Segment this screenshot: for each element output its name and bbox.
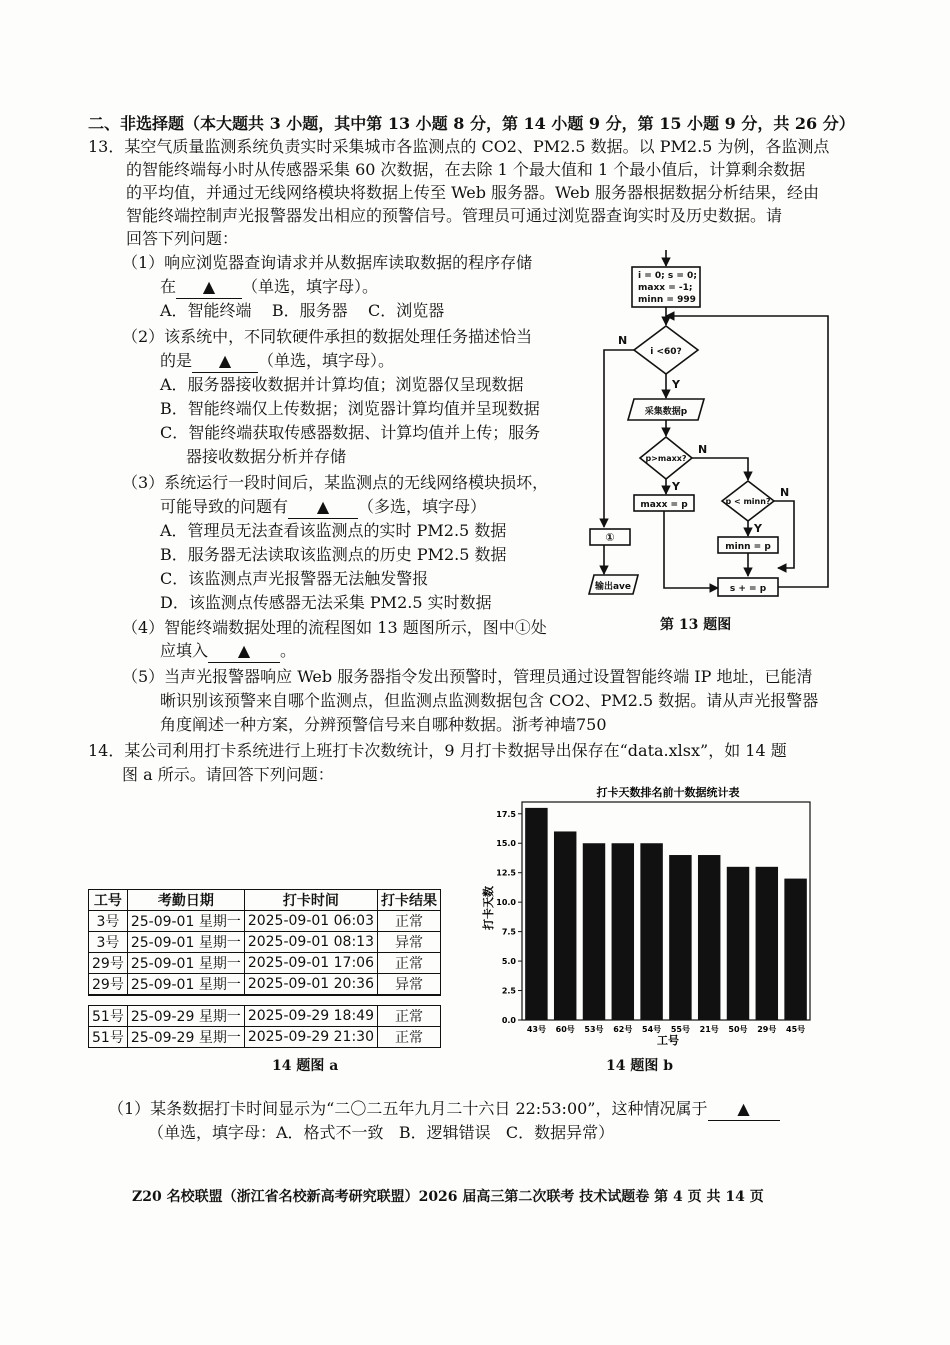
table-cell: 2025-09-29 18:49 bbox=[244, 1005, 377, 1026]
q13-p1-options: A．智能终端 B．服务器 C．浏览器 bbox=[160, 301, 445, 320]
table-cell: 29号 bbox=[89, 953, 128, 974]
flow-arrow bbox=[604, 350, 634, 527]
chart-x-tick-label: 50号 bbox=[728, 1025, 748, 1034]
chart-caption: 14 题图 b bbox=[606, 1058, 674, 1074]
chart-bar bbox=[640, 843, 662, 1020]
table-header-cell: 打卡结果 bbox=[378, 890, 441, 911]
chart-y-tick-label: 7.5 bbox=[501, 927, 516, 937]
table-break bbox=[89, 995, 441, 1005]
table-cell: 正常 bbox=[378, 1005, 441, 1026]
table-row bbox=[89, 1026, 441, 1047]
q13-p5-line: 角度阐述一种方案，分辨预警信号来自哪种数据。浙考神墙750 bbox=[160, 715, 607, 734]
flow-cond2-text: p>maxx? bbox=[645, 454, 687, 463]
flowchart-caption: 第 13 题图 bbox=[660, 617, 732, 633]
q13-flowchart bbox=[586, 248, 836, 618]
q13-p2-prefix: 的是 bbox=[160, 351, 193, 370]
table-cell: 2025-09-01 06:03 bbox=[244, 911, 377, 932]
chart-y-tick-label: 12.5 bbox=[496, 868, 516, 878]
q13-p3-answer-line bbox=[160, 496, 486, 519]
chart-x-tick-label: 60号 bbox=[555, 1025, 575, 1034]
q14-stem-line: 14．某公司利用打卡系统进行上班打卡次数统计，9 月打卡数据导出保存在“data.xlsx”，如 14 题 bbox=[88, 741, 787, 760]
q13-p2-option-cont: 器接收数据分析并存储 bbox=[186, 447, 347, 466]
table-header-row bbox=[89, 890, 441, 911]
q14-p1-text: （1）某条数据打卡时间显示为“二〇二五年九月二十六日 22:53:00”，这种情况属于 bbox=[108, 1099, 708, 1118]
table-caption: 14 题图 a bbox=[272, 1058, 339, 1074]
table-cell: 异常 bbox=[378, 974, 441, 996]
chart-bar bbox=[784, 879, 806, 1020]
q13-p4-line: （4）智能终端数据处理的流程图如 13 题图所示，图中①处 bbox=[122, 618, 547, 637]
q13-p3-line: （3）系统运行一段时间后，某监测点的无线网络模块损坏， bbox=[122, 473, 549, 492]
table-cell: 正常 bbox=[378, 953, 441, 974]
flow-maxx-text: maxx = p bbox=[640, 500, 688, 510]
table-cell: 3号 bbox=[89, 911, 128, 932]
table-cell: 25-09-01 星期一 bbox=[127, 953, 244, 974]
table-cell: 51号 bbox=[89, 1005, 128, 1026]
answer-blank[interactable]: ▲ bbox=[176, 276, 242, 299]
table-cell: 正常 bbox=[378, 1026, 441, 1047]
q13-stem-line: 智能终端控制声光报警器发出相应的预警信号。管理员可通过浏览器查询实时及历史数据。请 bbox=[126, 206, 783, 225]
q13-stem-line: 的平均值，并通过无线网络模块将数据上传至 Web 服务器。Web 服务器根据数据分析结果，经由 bbox=[126, 183, 819, 202]
q13-p1-line: （1）响应浏览器查询请求并从数据库读取数据的程序存储 bbox=[122, 253, 533, 272]
chart-y-tick-label: 0.0 bbox=[501, 1016, 516, 1025]
q14-stem-line: 图 a 所示。请回答下列问题： bbox=[122, 765, 334, 784]
chart-bar bbox=[727, 867, 749, 1020]
table-cell: 2025-09-01 20:36 bbox=[244, 974, 377, 996]
q13-p1-prefix: 在 bbox=[160, 277, 177, 296]
table-cell: 2025-09-29 21:30 bbox=[244, 1026, 377, 1047]
q13-p1-answer-line bbox=[160, 276, 378, 299]
flow-blank-text: ① bbox=[605, 531, 615, 544]
q13-p2-line: （2）该系统中，不同软硬件承担的数据处理任务描述恰当 bbox=[122, 327, 533, 346]
flow-arrow bbox=[692, 458, 748, 480]
flow-accum-text: s + = p bbox=[729, 584, 767, 594]
q14-p1-options: （单选，填字母：A．格式不一致 B．逻辑错误 C．数据异常） bbox=[148, 1123, 615, 1142]
table-cell: 2025-09-01 17:06 bbox=[244, 953, 377, 974]
flow-yes-label: Y bbox=[754, 522, 762, 535]
flow-no-label: N bbox=[618, 334, 628, 347]
q13-p2-answer-line bbox=[160, 350, 394, 373]
q13-p3-option: D．该监测点传感器无法采集 PM2.5 实时数据 bbox=[160, 593, 492, 612]
q13-p3-option: A．管理员无法查看该监测点的实时 PM2.5 数据 bbox=[160, 521, 507, 540]
flow-no-label: N bbox=[698, 443, 708, 456]
q13-p3-option: B．服务器无法读取该监测点的历史 PM2.5 数据 bbox=[160, 545, 507, 564]
q14-p1-answer-line bbox=[108, 1098, 780, 1121]
table-header-cell: 考勤日期 bbox=[127, 890, 244, 911]
answer-blank[interactable]: ▲ bbox=[288, 496, 358, 519]
q13-p2-option: A．服务器接收数据并计算均值；浏览器仅呈现数据 bbox=[160, 375, 524, 394]
chart-y-tick-label: 17.5 bbox=[496, 809, 516, 819]
table-row bbox=[89, 974, 441, 996]
chart-bar bbox=[669, 855, 691, 1020]
q13-stem-line: 回答下列问题： bbox=[126, 229, 239, 248]
chart-x-tick-label: 53号 bbox=[584, 1025, 604, 1034]
flow-output-text: 输出ave bbox=[594, 582, 632, 592]
q13-stem-line: 的智能终端每小时从传感器采集 60 次数据，在去除 1 个最大值和 1 个最小值后，计算剩余数据 bbox=[126, 160, 806, 179]
attendance-table bbox=[88, 889, 441, 1048]
q13-p2-option: B．智能终端仅上传数据；浏览器计算均值并呈现数据 bbox=[160, 399, 540, 418]
page-footer: Z20 名校联盟（浙江省名校新高考研究联盟）2026 届高三第二次联考 技术试题卷 第 4 页 共 14 页 bbox=[132, 1189, 764, 1205]
q13-p2-option: C．智能终端获取传感器数据、计算均值并上传；服务 bbox=[160, 423, 541, 442]
table-cell: 25-09-29 星期一 bbox=[127, 1026, 244, 1047]
table-break-row bbox=[89, 995, 441, 1005]
table-cell: 25-09-29 星期一 bbox=[127, 1005, 244, 1026]
flow-arrow bbox=[774, 501, 794, 568]
q13-p3-suffix: （多选，填字母） bbox=[358, 497, 487, 516]
chart-bar bbox=[698, 855, 720, 1020]
q13-p4-answer-line bbox=[160, 640, 296, 663]
flow-arrow bbox=[664, 511, 718, 588]
chart-x-tick-label: 62号 bbox=[613, 1025, 633, 1034]
table-cell: 29号 bbox=[89, 974, 128, 996]
q13-p1-suffix: （单选，填字母）。 bbox=[242, 277, 379, 296]
table-cell: 正常 bbox=[378, 911, 441, 932]
q13-p4-prefix: 应填入 bbox=[160, 641, 209, 660]
q13-stem-line: 13．某空气质量监测系统负责实时采集城市各监测点的 CO2、PM2.5 数据。以 PM2.5 为例，各监测点 bbox=[88, 137, 830, 156]
chart-y-tick-label: 2.5 bbox=[501, 986, 516, 996]
table-cell: 异常 bbox=[378, 932, 441, 953]
q13-p5-line: 晰识别该预警来自哪个监测点，但监测点监测数据包含 CO2、PM2.5 数据。请从声光报警器 bbox=[160, 691, 819, 710]
table-cell: 25-09-01 星期一 bbox=[127, 911, 244, 932]
chart-title: 打卡天数排名前十数据统计表 bbox=[596, 786, 740, 799]
table-cell: 25-09-01 星期一 bbox=[127, 974, 244, 996]
answer-blank[interactable]: ▲ bbox=[208, 640, 280, 663]
table-row bbox=[89, 1005, 441, 1026]
chart-x-tick-label: 21号 bbox=[699, 1025, 719, 1034]
q13-p4-suffix: 。 bbox=[280, 641, 297, 660]
flow-input-text: 采集数据p bbox=[644, 407, 688, 417]
chart-x-tick-label: 54号 bbox=[642, 1025, 662, 1034]
q13-p3-prefix: 可能导致的问题有 bbox=[160, 497, 289, 516]
chart-x-tick-label: 45号 bbox=[786, 1025, 806, 1034]
table-header-cell: 打卡时间 bbox=[244, 890, 377, 911]
chart-bar bbox=[612, 843, 634, 1020]
chart-x-tick-label: 43号 bbox=[526, 1025, 546, 1034]
chart-y-tick-label: 5.0 bbox=[501, 957, 516, 967]
flow-cond1-text: i <60? bbox=[650, 347, 682, 357]
flow-yes-label: Y bbox=[672, 480, 680, 493]
table-row bbox=[89, 953, 441, 974]
answer-blank[interactable]: ▲ bbox=[192, 350, 258, 373]
chart-y-tick-label: 10.0 bbox=[496, 898, 516, 908]
chart-y-axis-label: 打卡天数 bbox=[482, 886, 495, 930]
chart-bar bbox=[554, 831, 576, 1020]
flow-init-text: minn = 999 bbox=[638, 295, 696, 305]
answer-blank[interactable]: ▲ bbox=[708, 1098, 780, 1121]
flow-init-text: i = 0; s = 0; bbox=[638, 271, 697, 281]
chart-x-tick-label: 29号 bbox=[757, 1025, 777, 1034]
flow-no-label: N bbox=[780, 486, 790, 499]
q13-p2-suffix: （单选，填字母）。 bbox=[258, 351, 395, 370]
flow-init-text: maxx = -1; bbox=[638, 283, 693, 293]
chart-x-tick-label: 55号 bbox=[670, 1025, 690, 1034]
table-cell: 3号 bbox=[89, 932, 128, 953]
table-cell: 51号 bbox=[89, 1026, 128, 1047]
q13-p5-line: （5）当声光报警器响应 Web 服务器指令发出预警时，管理员通过设置智能终端 IP 地址，已能清 bbox=[122, 667, 813, 686]
chart-bar bbox=[583, 843, 605, 1020]
table-row bbox=[89, 932, 441, 953]
flow-cond3-text: p < minn? bbox=[725, 497, 771, 506]
flow-minn-text: minn = p bbox=[725, 542, 771, 552]
checkin-bar-chart bbox=[478, 780, 823, 1052]
table-cell: 25-09-01 星期一 bbox=[127, 932, 244, 953]
table-header-cell: 工号 bbox=[89, 890, 128, 911]
chart-y-tick-label: 15.0 bbox=[496, 839, 516, 849]
section-header: 二、非选择题（本大题共 3 小题，其中第 13 小题 8 分，第 14 小题 9 分，第 15 小题 9 分，共 26 分） bbox=[88, 114, 855, 133]
table-cell: 2025-09-01 08:13 bbox=[244, 932, 377, 953]
flow-yes-label: Y bbox=[672, 378, 680, 391]
q13-p3-option: C．该监测点声光报警器无法触发警报 bbox=[160, 569, 429, 588]
chart-bar bbox=[525, 808, 547, 1020]
table-row bbox=[89, 911, 441, 932]
chart-bar bbox=[756, 867, 778, 1020]
chart-x-axis-label: 工号 bbox=[657, 1034, 679, 1047]
